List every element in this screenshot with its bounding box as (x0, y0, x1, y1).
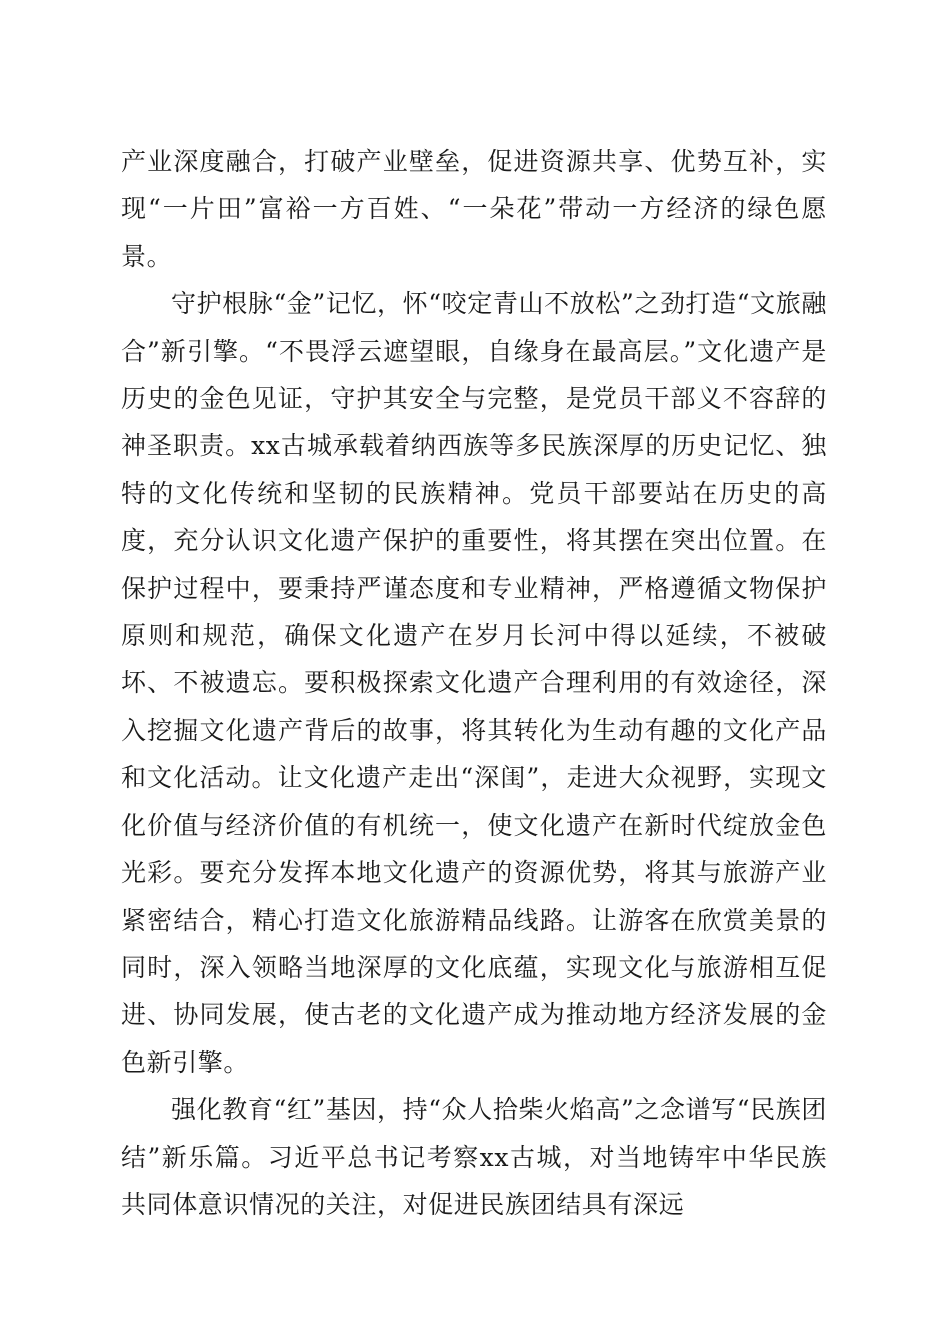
paragraph-education: 强化教育“红”基因，持“众人拾柴火焰高”之念谱写“民族团结”新乐篇。习近平总书记考察xx古城，对当地铸牢中华民族共同体意识情况的关注，对促进民族团结具有深远 (121, 1095, 827, 1219)
body-text (121, 138, 827, 1228)
paragraph-heritage: 守护根脉“金”记忆，怀“咬定青山不放松”之劲打造“文旅融合”新引擎。“不畏浮云遮望眼，自缘身在最高层。”文化遗产是历史的金色见证，守护其安全与完整，是党员干部义不容辞的神圣职责。xx古城承载着纳西族等多民族深厚的历史记忆、独特的文化传统和坚韧的民族精神。党员干部要站在历史的高度，充分认识文化遗产保护的重要性，将其摆在突出位置。在保护过程中，要秉持严谨态度和专业精神，严格遵循文物保护原则和规范，确保文化遗产在岁月长河中得以延续，不被破坏、不被遗忘。要积极探索文化遗产合理利用的有效途径，深入挖掘文化遗产背后的故事，将其转化为生动有趣的文化产品和文化活动。让文化遗产走出“深闺”，走进大众视野，实现文化价值与经济价值的有机统一，使文化遗产在新时代绽放金色光彩。要充分发挥本地文化遗产的资源优势，将其与旅游产业紧密结合，精心打造文化旅游精品线路。让游客在欣赏美景的同时，深入领略当地深厚的文化底蕴，实现文化与旅游相互促进、协同发展，使古老的文化遗产成为推动地方经济发展的金色新引擎。 (121, 289, 827, 1077)
paragraph-continuation: 产业深度融合，打破产业壁垒，促进资源共享、优势互补，实现“一片田”富裕一方百姓、“一朵花”带动一方经济的绿色愿景。 (121, 147, 827, 271)
